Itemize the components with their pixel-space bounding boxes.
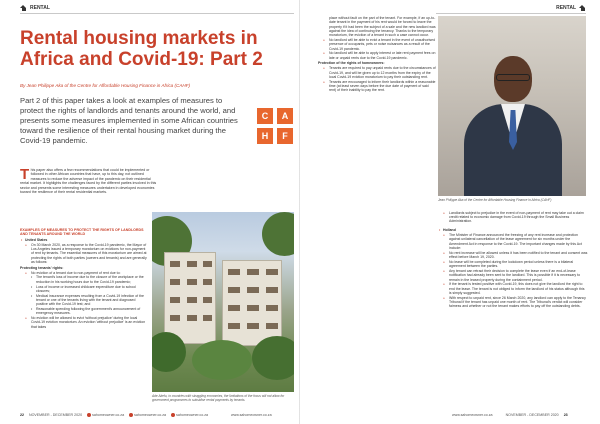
tree-shape — [192, 340, 252, 380]
cahf-logo — [257, 108, 293, 144]
logo-letter: F — [277, 128, 293, 144]
logo-letter: C — [257, 108, 273, 124]
bullet-item: o With respect to unpaid rent, since 26 March 2020, any landlord can apply to the Tenancy Tribunal if the tenant has unpaid one month of rent. The Tribunal's verdict will consider fairness and whether or not the tenant makes efforts to pay off the outstanding debts. — [438, 296, 588, 309]
footer-left — [20, 410, 272, 420]
body-column-right-1 — [318, 16, 436, 93]
glasses-shape — [496, 74, 530, 81]
bullet-item: o No eviction of a tenant due to non-payment of rent due to: — [20, 271, 148, 275]
section-label: RENTAL — [30, 5, 50, 11]
tree-shape — [252, 336, 294, 380]
section-heading: EXAMPLES OF MEASURES TO PROTECT THE RIGHTS OF LANDLORDS AND TENANTS AROUND THE WORLD — [20, 228, 144, 237]
article-lede: Part 2 of this paper takes a look at examples of measures to protect the rights of landlords and tenants around the world, and presents some measures implemented in some African countries toward the resilience of their rental housing market during the Covid-19 pandemic. — [20, 96, 238, 145]
apartment-photo — [152, 212, 294, 392]
sub-bullet-item: • Medical insurance expenses resulting from a Covid-19 infection of the tenant or one of the tenants living with the tenant and diagnosed positive with the Covid-19 test; and — [20, 294, 148, 307]
social-icon — [129, 413, 133, 417]
article-title: Rental housing markets in Africa and Covid-19: Part 2 — [20, 28, 263, 70]
bullet-item: o Landlords subject to prejudice in the event of non-payment of rent may take out a claim credit related to economic damage from Covid-19 through the Small Business Administration. — [438, 211, 588, 224]
bullet-item: o Any tenant can retract their decision to complete the lease even if an end-of-lease notification had already been sent to the landlord. This is possible if it is necessary to remain in the leased property during the containment period. — [438, 269, 588, 282]
social-link[interactable]: sahomeowner.co.za — [87, 413, 124, 417]
bullet-item: o If the tenant is tested positive with Covid-19, this does not give the landlord the right to end the lease. The tenant is not obliged to inform the landlord of his status although this is simply suggested. — [438, 282, 588, 295]
author-portrait — [438, 16, 586, 196]
bullet-item: o No lease will be completed during the lockdown period unless there is a bilateral agreement between the parties. — [438, 260, 588, 269]
header-rule — [20, 13, 294, 14]
intro-paragraph — [20, 168, 158, 194]
section-header-left — [20, 3, 50, 13]
intro-text: his paper also offers a few recommendations that could be implemented or followed in other African countries that have, up to this day, not outlined measures to reduce the adverse impact of the pandemic on their residential rental market. It highlights the challenges faced by the different parties involved in this sector and presents some interesting measures undertaken in developed economies toward the resilience of their rental residential markets. — [20, 168, 157, 195]
tree-shape — [152, 332, 186, 372]
sub-bullet-item: • Reasonable spending following the government's announcement of emergency measures. — [20, 307, 148, 316]
sub-bullet-item: • The tenant's loss of income due to the closure of the workplace or the reduction in his working hours due to the Covid-19 pandemic; — [20, 275, 148, 284]
subheading: Protection of the rights of homeowners: — [318, 61, 385, 66]
portrait-caption: Jean Philippe Aka of the Centre for Affordable Housing Finance in Africa (CAHF) — [438, 198, 552, 202]
bullet-item: o On 30 March 2020, as a response to the Covid-19 pandemic, the Mayor of Los Angeles issued a temporary moratorium on evictions for non-payment of rent by tenants. The essential measures of this moratorium are aimed at protecting the rights of both parties (owners and tenants) and are generally as follows: — [20, 243, 148, 264]
body-column-left — [20, 228, 148, 329]
social-icon — [87, 413, 91, 417]
building-shape — [164, 252, 216, 344]
footer-right — [452, 410, 568, 420]
social-link[interactable]: sahomeowner.co.za — [129, 413, 166, 417]
header-rule — [436, 13, 586, 14]
bullet-item: o Tenants are encouraged to inform their landlords within a reasonable time (at least seven days before the due date of payment of said rent) of their inability to pay the rent. — [318, 80, 436, 93]
country-heading: • United States — [20, 238, 148, 242]
bullet-item: o The Minister of Finance announced the freezing of any rent increase and protection against unilateral cancellation of the lease agreement for six months under the Amendment Act in response to the Covid-19. The important changes made by this Act include: — [438, 233, 588, 250]
tree-shape — [262, 212, 294, 256]
website-link[interactable]: www.sahomeowner.co.za — [231, 413, 272, 417]
bullet-item: o No landlord will be able to evict a tenant in the event of unauthorised presence of occupants, pets or noise nuisances as a result of the Covid-19 pandemic. — [318, 38, 436, 51]
photo-caption: Ade Akefu, in countries with struggling economies, the limitations of the focus will not allow for government programmes to subsidise rental payments by tenants. — [152, 394, 285, 402]
page-number: 22 — [20, 413, 24, 417]
logo-letter: A — [277, 108, 293, 124]
subheading: Protecting tenants' rights: — [20, 265, 64, 270]
logo-letter: H — [257, 128, 273, 144]
country-heading: • Holland — [438, 228, 588, 232]
website-link[interactable]: www.sahomeowner.co.za — [452, 413, 493, 417]
social-icon — [171, 413, 175, 417]
section-header-right — [556, 3, 586, 13]
bullet-item: o No landlord will be able to apply interest or late rent payment fees on late or unpaid rents due to the Covid-19 pandemic. — [318, 51, 436, 60]
home-icon — [579, 5, 586, 11]
building-shape — [222, 260, 282, 346]
home-icon — [20, 5, 27, 11]
drop-cap: T — [20, 166, 30, 183]
bullet-item: o No eviction will be allowed to evict 'without prejudice' during the local Covid-19 eviction moratorium. An eviction 'without prejudice' is an eviction that takes — [20, 316, 148, 329]
section-label: RENTAL — [556, 5, 576, 11]
issue-date: NOVEMBER - DECEMBER 2020 — [29, 413, 83, 417]
sub-bullet-item: • Loss of income or increased childcare expenditure due to school closures; — [20, 285, 148, 294]
bullet-item: o Tenants are required to pay unpaid rents due to the circumstances of Covid-19, and will be given up to 12 months from the expiry of the local Covid-19 eviction moratorium to pay their outstanding rent. — [318, 66, 436, 79]
continued-text: place without fault on the part of the tenant. For example, if an up-to-date tenant in the payment of his rent would be forced to leave the property if it had been the subject of a sale and the new landlord was against the idea of continuing the tenancy. Thanks to the temporary moratorium, the eviction of a tenant in such a case cannot occur. — [329, 16, 436, 38]
social-link[interactable]: sahomeowner.co.za — [171, 413, 208, 417]
issue-date: NOVEMBER - DECEMBER 2020 — [505, 413, 559, 417]
page-number: 23 — [563, 413, 568, 417]
body-column-right-2 — [438, 210, 588, 309]
article-byline: By Jean Philippe Aka of the Centre for Affordable Housing Finance in Africa (CAHF) — [20, 83, 191, 88]
bullet-item: o No rent increase will be allowed unless it has been notified to the tenant and consent was effect before March 19, 2020. — [438, 251, 588, 260]
